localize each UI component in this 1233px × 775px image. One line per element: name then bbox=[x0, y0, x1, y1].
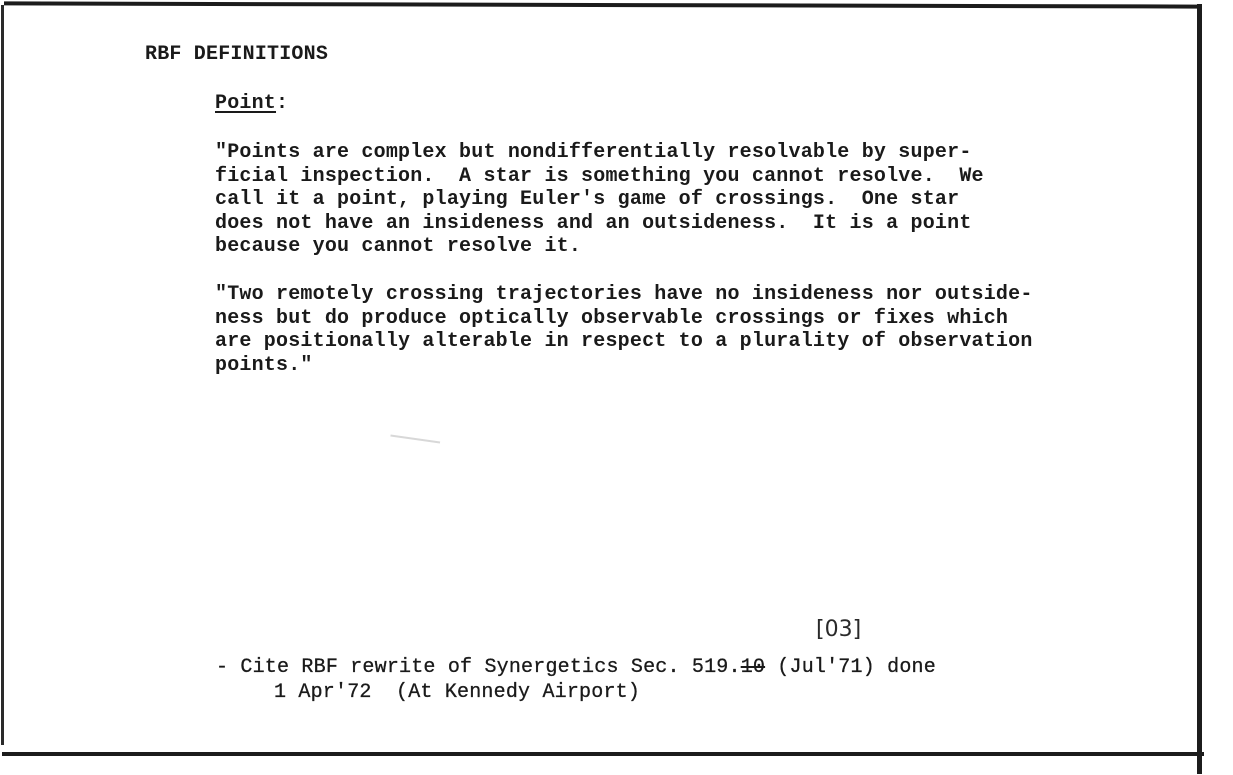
card-border-right bbox=[1197, 4, 1202, 774]
definition-paragraph-2: "Two remotely crossing trajectories have no insideness nor outside- ness but do produce optically observable crossings or fixes which are positionally alterable in respect to a plurality of observation points." bbox=[215, 283, 1033, 377]
smudge-mark bbox=[390, 435, 440, 448]
card-border-bottom bbox=[2, 752, 1204, 756]
card-border-top bbox=[4, 1, 1200, 8]
citation-line-1 bbox=[216, 656, 936, 680]
card-border-left bbox=[1, 5, 4, 745]
heading-term: Point bbox=[215, 92, 277, 115]
citation-date: (Jul'71) done bbox=[765, 656, 936, 679]
citation-text: - Cite RBF rewrite of Synergetics Sec. 519. bbox=[216, 656, 741, 679]
handwritten-note: [03] bbox=[816, 617, 862, 642]
definition-heading bbox=[215, 92, 288, 116]
definition-paragraph-1: "Points are complex but nondifferentially resolvable by super- ficial inspection. A star is something you cannot resolve. We call it a point, playing Euler's game of crossings. One star does not have an insideness and an outsideness. It is a point because you cannot resolve it. bbox=[215, 141, 984, 258]
struck-number: 10 bbox=[740, 656, 766, 679]
document-title: RBF DEFINITIONS bbox=[145, 43, 329, 66]
citation-line-2: 1 Apr'72 (At Kennedy Airport) bbox=[274, 681, 641, 704]
heading-colon: : bbox=[276, 92, 289, 115]
